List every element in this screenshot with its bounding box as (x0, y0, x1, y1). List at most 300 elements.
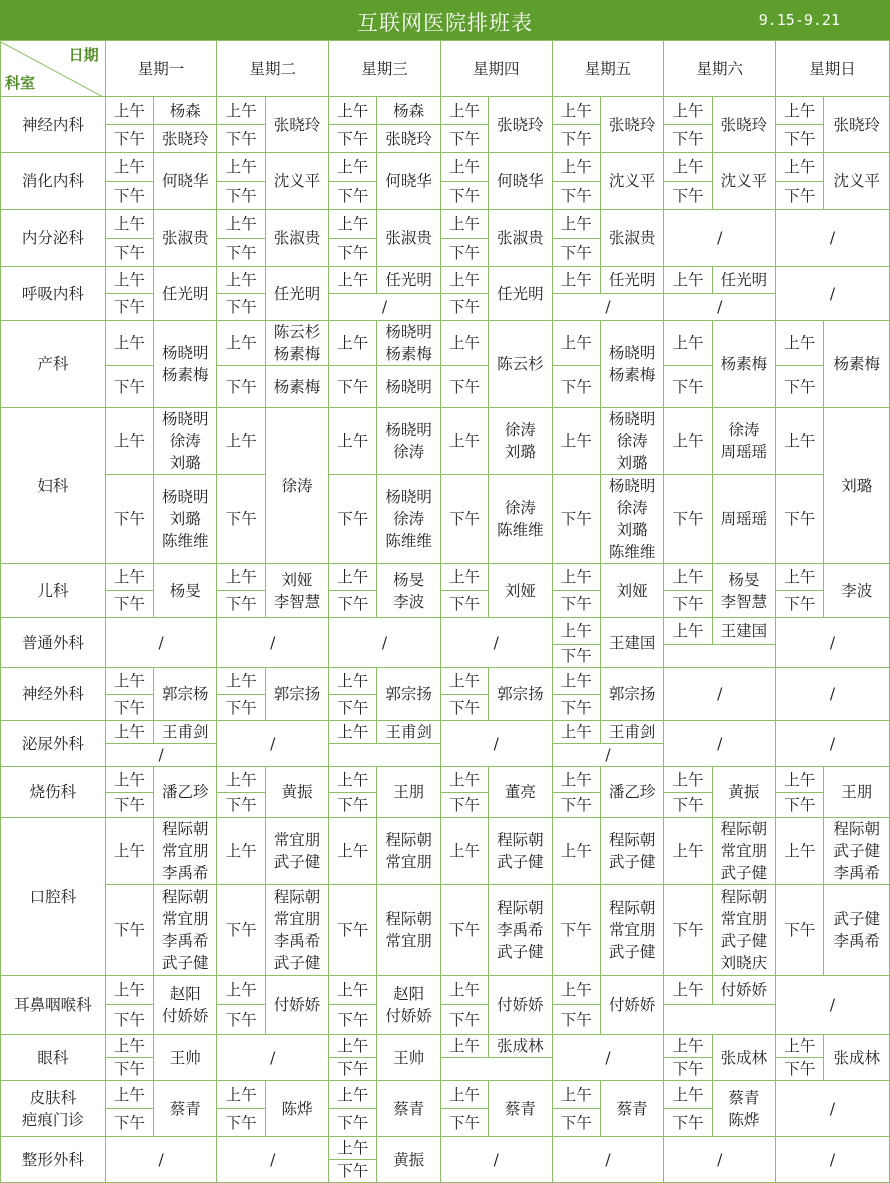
doctor-cell-am: 王建国 (712, 618, 775, 645)
doctor-cell-pm (440, 1058, 552, 1081)
doctor-cell: 刘璐 (824, 408, 890, 564)
am-label: 上午 (776, 97, 824, 125)
pm-label: 下午 (217, 294, 265, 321)
doctor-cell: 张成林 (824, 1035, 890, 1081)
doctor-cell-pm: / (105, 744, 217, 767)
am-label: 上午 (329, 210, 377, 239)
department-name: 消化内科 (1, 153, 106, 210)
am-label: 上午 (329, 153, 377, 182)
department-name: 呼吸内科 (1, 267, 106, 321)
am-label: 上午 (440, 210, 488, 239)
am-label: 上午 (105, 976, 153, 1005)
doctor-cell: 张成林 (712, 1035, 775, 1081)
doctor-cell-am: 常宜朋 武子健 (265, 818, 328, 885)
department-name: 内分泌科 (1, 210, 106, 267)
pm-label: 下午 (440, 591, 488, 618)
pm-label: 下午 (105, 885, 153, 976)
am-label: 上午 (329, 721, 377, 744)
doctor-cell-am: 王甫剑 (154, 721, 217, 744)
pm-label: 下午 (664, 475, 712, 564)
day-header: 星期四 (440, 41, 552, 97)
department-name: 泌尿外科 (1, 721, 106, 767)
pm-label: 下午 (552, 1109, 600, 1137)
am-label: 上午 (217, 1081, 265, 1109)
doctor-cell-pm: 张晓玲 (377, 125, 440, 153)
doctor-cell-pm: 张晓玲 (154, 125, 217, 153)
pm-label: 下午 (664, 125, 712, 153)
am-label: 上午 (329, 818, 377, 885)
am-label: 上午 (552, 721, 600, 744)
doctor-cell: 杨旻 (154, 564, 217, 618)
schedule-row-am (1, 1035, 890, 1058)
doctor-cell: 蔡青 (154, 1081, 217, 1137)
am-label: 上午 (217, 976, 265, 1005)
pm-label: 下午 (329, 475, 377, 564)
pm-label: 下午 (329, 885, 377, 976)
schedule-row-pm (1, 294, 890, 321)
department-name: 耳鼻咽喉科 (1, 976, 106, 1035)
pm-label: 下午 (105, 239, 153, 267)
doctor-cell-am: 王甫剑 (377, 721, 440, 744)
pm-label: 下午 (217, 239, 265, 267)
empty-slot: / (664, 668, 776, 721)
doctor-cell: 蔡青 (489, 1081, 552, 1137)
day-header: 星期日 (776, 41, 890, 97)
am-label: 上午 (217, 668, 265, 695)
am-label: 上午 (105, 721, 153, 744)
am-label: 上午 (217, 267, 265, 294)
doctor-cell-am: 杨森 (377, 97, 440, 125)
corner-diagonal (1, 42, 105, 97)
am-label: 上午 (217, 767, 265, 793)
title-bar (0, 0, 890, 40)
pm-label: 下午 (105, 475, 153, 564)
pm-label: 下午 (105, 591, 153, 618)
pm-label: 下午 (105, 695, 153, 721)
doctor-cell: 何晓华 (377, 153, 440, 210)
empty-slot: / (440, 1137, 552, 1183)
doctor-cell: 蔡青 (600, 1081, 663, 1137)
am-label: 上午 (552, 818, 600, 885)
am-label: 上午 (776, 818, 824, 885)
doctor-cell: 张晓玲 (824, 97, 890, 153)
empty-slot: / (776, 210, 890, 267)
doctor-cell: 杨旻 李智慧 (712, 564, 775, 618)
schedule-row-am (1, 564, 890, 591)
pm-label: 下午 (552, 366, 600, 408)
empty-slot: / (329, 618, 441, 668)
doctor-cell-am: 任光明 (600, 267, 663, 294)
schedule-table (0, 40, 890, 1183)
doctor-cell: 杨晓明 杨素梅 (600, 321, 663, 408)
pm-label: 下午 (776, 1058, 824, 1081)
pm-label: 下午 (217, 475, 265, 564)
am-label: 上午 (440, 564, 488, 591)
doctor-cell-pm: 杨晓明 徐涛 刘璐 陈维维 (600, 475, 663, 564)
doctor-cell: 沈义平 (265, 153, 328, 210)
empty-slot: / (776, 668, 890, 721)
am-label: 上午 (664, 267, 712, 294)
schedule-row-am (1, 97, 890, 125)
pm-label: 下午 (776, 125, 824, 153)
doctor-cell-pm: 程际朝 常宜朋 武子健 (600, 885, 663, 976)
doctor-cell: 徐涛 (265, 408, 328, 564)
doctor-cell-am: 杨晓明 杨素梅 (377, 321, 440, 366)
am-label: 上午 (664, 153, 712, 182)
doctor-cell-am: 任光明 (377, 267, 440, 294)
empty-slot: / (776, 267, 890, 321)
pm-label: 下午 (105, 125, 153, 153)
doctor-cell: 沈义平 (712, 153, 775, 210)
am-label: 上午 (440, 97, 488, 125)
schedule-row-am (1, 976, 890, 1005)
empty-slot: / (440, 618, 552, 668)
empty-slot: / (105, 618, 217, 668)
doctor-cell: 王帅 (154, 1035, 217, 1081)
am-label: 上午 (664, 976, 712, 1005)
doctor-cell-am: 徐涛 刘璐 (489, 408, 552, 475)
am-label: 上午 (217, 210, 265, 239)
doctor-cell-pm: 杨晓明 (377, 366, 440, 408)
pm-label: 下午 (217, 591, 265, 618)
pm-label: 下午 (329, 182, 377, 210)
doctor-cell-am: 程际朝 常宜朋 武子健 (712, 818, 775, 885)
doctor-cell: 郭宗扬 (600, 668, 663, 721)
am-label: 上午 (440, 408, 488, 475)
doctor-cell: 刘娅 (489, 564, 552, 618)
am-label: 上午 (552, 267, 600, 294)
schedule-row-am (1, 1081, 890, 1109)
pm-label: 下午 (776, 182, 824, 210)
doctor-cell: 郭宗扬 (377, 668, 440, 721)
doctor-cell-pm: 武子健 李禹希 (824, 885, 890, 976)
am-label: 上午 (217, 97, 265, 125)
department-name: 神经内科 (1, 97, 106, 153)
pm-label: 下午 (664, 1058, 712, 1081)
pm-label: 下午 (217, 182, 265, 210)
pm-label: 下午 (217, 125, 265, 153)
pm-label: 下午 (217, 366, 265, 408)
doctor-cell: 张淑贵 (600, 210, 663, 267)
schedule-row-am (1, 321, 890, 366)
doctor-cell-pm: 程际朝 常宜朋 (377, 885, 440, 976)
pm-label: 下午 (552, 885, 600, 976)
am-label: 上午 (105, 408, 153, 475)
doctor-cell-pm (664, 1005, 776, 1035)
pm-label: 下午 (217, 1109, 265, 1137)
doctor-cell: 张晓玲 (489, 97, 552, 153)
department-name: 口腔科 (1, 818, 106, 976)
doctor-cell: 陈云杉 (489, 321, 552, 408)
doctor-cell: 何晓华 (489, 153, 552, 210)
doctor-cell: 杨晓明 杨素梅 (154, 321, 217, 408)
pm-label: 下午 (329, 239, 377, 267)
am-label: 上午 (329, 321, 377, 366)
am-label: 上午 (664, 564, 712, 591)
pm-label: 下午 (105, 1109, 153, 1137)
doctor-cell: 郭宗扬 (265, 668, 328, 721)
doctor-cell: 张晓玲 (265, 97, 328, 153)
am-label: 上午 (664, 767, 712, 793)
pm-label: 下午 (552, 645, 600, 668)
doctor-cell: 王帅 (377, 1035, 440, 1081)
doctor-cell-am: 程际朝 武子健 李禹希 (824, 818, 890, 885)
pm-label: 下午 (440, 1005, 488, 1035)
empty-slot: / (440, 721, 552, 767)
doctor-cell: 郭宗杨 (154, 668, 217, 721)
doctor-cell-pm: 程际朝 常宜朋 武子健 刘晓庆 (712, 885, 775, 976)
am-label: 上午 (552, 408, 600, 475)
department-name: 眼科 (1, 1035, 106, 1081)
doctor-cell: 李波 (824, 564, 890, 618)
schedule-row-am (1, 767, 890, 793)
day-header: 星期五 (552, 41, 664, 97)
doctor-cell-pm: 杨晓明 刘璐 陈维维 (154, 475, 217, 564)
am-label: 上午 (105, 321, 153, 366)
doctor-cell: 赵阳 付娇娇 (154, 976, 217, 1035)
pm-label: 下午 (105, 366, 153, 408)
date-range: 9.15-9.21 (758, 11, 840, 29)
doctor-cell: 陈烨 (265, 1081, 328, 1137)
empty-slot: / (105, 1137, 217, 1183)
pm-label: 下午 (776, 475, 824, 564)
doctor-cell: 任光明 (265, 267, 328, 321)
am-label: 上午 (329, 564, 377, 591)
doctor-cell: 任光明 (489, 267, 552, 321)
doctor-cell: 黄振 (377, 1137, 440, 1183)
am-label: 上午 (217, 408, 265, 475)
doctor-cell-pm (664, 645, 776, 668)
doctor-cell-pm: 杨晓明 徐涛 陈维维 (377, 475, 440, 564)
corner-cell (1, 41, 106, 97)
pm-label: 下午 (105, 1005, 153, 1035)
doctor-cell: 张晓玲 (712, 97, 775, 153)
pm-label: 下午 (217, 885, 265, 976)
schedule-row-pm (1, 475, 890, 564)
am-label: 上午 (440, 153, 488, 182)
doctor-cell-am: 王甫剑 (600, 721, 663, 744)
schedule-row-am (1, 408, 890, 475)
day-header: 星期一 (105, 41, 217, 97)
schedule-row-am (1, 618, 890, 645)
am-label: 上午 (440, 818, 488, 885)
am-label: 上午 (329, 97, 377, 125)
schedule-row-am (1, 668, 890, 695)
doctor-cell-pm: 程际朝 李禹希 武子健 (489, 885, 552, 976)
doctor-cell-pm: 程际朝 常宜朋 李禹希 武子健 (154, 885, 217, 976)
am-label: 上午 (552, 153, 600, 182)
doctor-cell-am: 张成林 (489, 1035, 552, 1058)
pm-label: 下午 (329, 1109, 377, 1137)
am-label: 上午 (329, 408, 377, 475)
empty-slot: / (552, 1137, 664, 1183)
doctor-cell-pm: 周瑶瑶 (712, 475, 775, 564)
pm-label: 下午 (329, 1160, 377, 1183)
pm-label: 下午 (552, 793, 600, 818)
empty-slot: / (217, 1035, 329, 1081)
corner-date-label: 日期 (68, 45, 99, 64)
header-row (1, 41, 890, 97)
doctor-cell-am: 任光明 (712, 267, 775, 294)
pm-label: 下午 (552, 125, 600, 153)
am-label: 上午 (552, 668, 600, 695)
doctor-cell-am: 杨晓明 徐涛 刘璐 (154, 408, 217, 475)
doctor-cell: 付娇娇 (600, 976, 663, 1035)
am-label: 上午 (329, 1137, 377, 1160)
am-label: 上午 (105, 818, 153, 885)
doctor-cell-pm: 杨素梅 (265, 366, 328, 408)
doctor-cell: 张淑贵 (154, 210, 217, 267)
pm-label: 下午 (105, 294, 153, 321)
corner-diagonal-line (1, 42, 105, 97)
am-label: 上午 (440, 767, 488, 793)
doctor-cell: 付娇娇 (265, 976, 328, 1035)
pm-label: 下午 (664, 182, 712, 210)
empty-slot: / (776, 618, 890, 668)
am-label: 上午 (664, 97, 712, 125)
am-label: 上午 (664, 408, 712, 475)
am-label: 上午 (440, 267, 488, 294)
am-label: 上午 (776, 321, 824, 366)
pm-label: 下午 (776, 793, 824, 818)
day-header: 星期六 (664, 41, 776, 97)
am-label: 上午 (440, 1081, 488, 1109)
pm-label: 下午 (552, 591, 600, 618)
pm-label: 下午 (329, 125, 377, 153)
pm-label: 下午 (776, 591, 824, 618)
am-label: 上午 (217, 321, 265, 366)
am-label: 上午 (664, 1081, 712, 1109)
pm-label: 下午 (329, 366, 377, 408)
pm-label: 下午 (776, 366, 824, 408)
doctor-cell-pm: / (664, 294, 776, 321)
am-label: 上午 (552, 1081, 600, 1109)
doctor-cell-am: 杨晓明 徐涛 (377, 408, 440, 475)
doctor-cell-am: 付娇娇 (712, 976, 775, 1005)
am-label: 上午 (776, 564, 824, 591)
doctor-cell: 黄振 (265, 767, 328, 818)
pm-label: 下午 (329, 591, 377, 618)
am-label: 上午 (329, 1035, 377, 1058)
doctor-cell: 王建国 (600, 618, 663, 668)
doctor-cell-am: 程际朝 常宜朋 (377, 818, 440, 885)
pm-label: 下午 (440, 294, 488, 321)
doctor-cell: 沈义平 (600, 153, 663, 210)
doctor-cell: 蔡青 陈烨 (712, 1081, 775, 1137)
schedule-row-pm (1, 1005, 890, 1035)
doctor-cell: 杨素梅 (712, 321, 775, 408)
doctor-cell: 黄振 (712, 767, 775, 818)
am-label: 上午 (664, 618, 712, 645)
am-label: 上午 (776, 408, 824, 475)
department-name: 烧伤科 (1, 767, 106, 818)
pm-label: 下午 (664, 1109, 712, 1137)
am-label: 上午 (440, 321, 488, 366)
doctor-cell: 付娇娇 (489, 976, 552, 1035)
schedule-row-am (1, 818, 890, 885)
empty-slot: / (776, 976, 890, 1035)
pm-label: 下午 (664, 366, 712, 408)
doctor-cell: 刘娅 (600, 564, 663, 618)
doctor-cell: 潘乙珍 (154, 767, 217, 818)
doctor-cell-pm (329, 744, 441, 767)
doctor-cell-am: 程际朝 常宜朋 李禹希 (154, 818, 217, 885)
doctor-cell: 杨素梅 (824, 321, 890, 408)
corner-dept-label: 科室 (5, 73, 36, 92)
am-label: 上午 (217, 153, 265, 182)
department-name: 皮肤科 疤痕门诊 (1, 1081, 106, 1137)
am-label: 上午 (552, 976, 600, 1005)
am-label: 上午 (329, 267, 377, 294)
pm-label: 下午 (217, 695, 265, 721)
doctor-cell: 董亮 (489, 767, 552, 818)
pm-label: 下午 (329, 793, 377, 818)
corner-box (1, 42, 105, 96)
day-header: 星期二 (217, 41, 329, 97)
am-label: 上午 (440, 976, 488, 1005)
doctor-cell: 张淑贵 (377, 210, 440, 267)
doctor-cell-am: 陈云杉 杨素梅 (265, 321, 328, 366)
doctor-cell-pm: / (552, 294, 664, 321)
page-title: 互联网医院排班表 (357, 11, 533, 35)
doctor-cell: 张淑贵 (489, 210, 552, 267)
doctor-cell-pm: / (552, 744, 664, 767)
doctor-cell: 任光明 (154, 267, 217, 321)
doctor-cell: 潘乙珍 (600, 767, 663, 818)
department-name: 儿科 (1, 564, 106, 618)
doctor-cell: 蔡青 (377, 1081, 440, 1137)
empty-slot: / (776, 721, 890, 767)
doctor-cell: 赵阳 付娇娇 (377, 976, 440, 1035)
department-name: 整形外科 (1, 1137, 106, 1183)
doctor-cell: 何晓华 (154, 153, 217, 210)
department-name: 妇科 (1, 408, 106, 564)
am-label: 上午 (440, 668, 488, 695)
empty-slot: / (217, 721, 329, 767)
am-label: 上午 (105, 564, 153, 591)
doctor-cell-am: 杨森 (154, 97, 217, 125)
am-label: 上午 (552, 97, 600, 125)
doctor-cell: 王朋 (824, 767, 890, 818)
am-label: 上午 (105, 668, 153, 695)
pm-label: 下午 (552, 695, 600, 721)
schedule-row-am (1, 721, 890, 744)
pm-label: 下午 (105, 1058, 153, 1081)
day-header: 星期三 (329, 41, 441, 97)
am-label: 上午 (664, 321, 712, 366)
empty-slot: / (552, 1035, 664, 1081)
pm-label: 下午 (440, 885, 488, 976)
doctor-cell-am: 徐涛 周瑶瑶 (712, 408, 775, 475)
am-label: 上午 (105, 1035, 153, 1058)
doctor-cell: 刘娅 李智慧 (265, 564, 328, 618)
pm-label: 下午 (105, 793, 153, 818)
pm-label: 下午 (552, 475, 600, 564)
am-label: 上午 (329, 976, 377, 1005)
pm-label: 下午 (440, 366, 488, 408)
pm-label: 下午 (440, 125, 488, 153)
empty-slot: / (664, 721, 776, 767)
pm-label: 下午 (552, 239, 600, 267)
am-label: 上午 (105, 210, 153, 239)
schedule-row-pm (1, 885, 890, 976)
doctor-cell: 杨旻 李波 (377, 564, 440, 618)
doctor-cell-am: 杨晓明 徐涛 刘璐 (600, 408, 663, 475)
am-label: 上午 (664, 1035, 712, 1058)
pm-label: 下午 (105, 182, 153, 210)
doctor-cell: 郭宗扬 (489, 668, 552, 721)
pm-label: 下午 (552, 182, 600, 210)
